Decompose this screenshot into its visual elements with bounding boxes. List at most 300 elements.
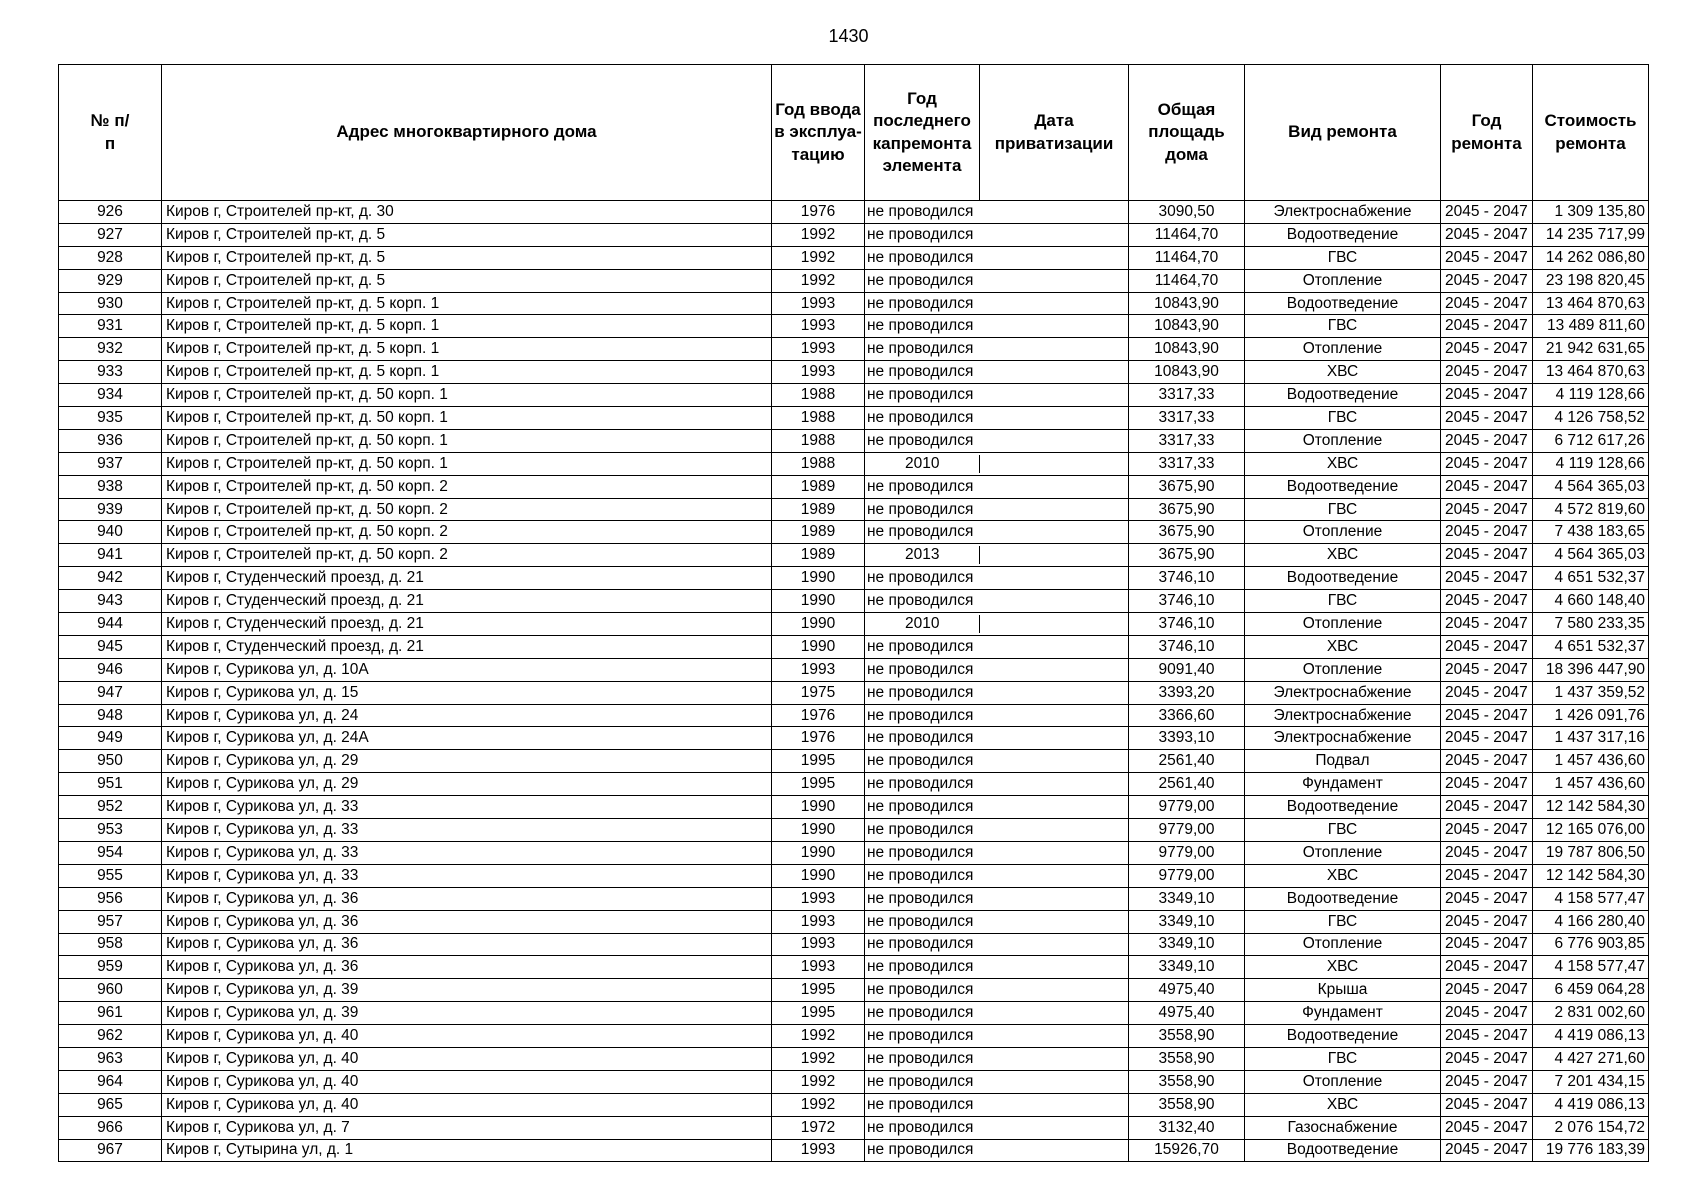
row-last-repair: не проводился — [865, 1093, 980, 1116]
row-cost: 7 201 434,15 — [1533, 1070, 1649, 1093]
row-last-repair: не проводился — [865, 681, 980, 704]
row-num: 939 — [59, 498, 162, 521]
row-area: 3558,90 — [1129, 1047, 1245, 1070]
row-last-repair: не проводился — [865, 1047, 980, 1070]
row-last-repair: не проводился — [865, 246, 980, 269]
row-year-built: 1993 — [772, 956, 865, 979]
row-year-built: 1989 — [772, 521, 865, 544]
row-address: Киров г, Сурикова ул, д. 40 — [162, 1093, 772, 1116]
row-num: 964 — [59, 1070, 162, 1093]
row-repair-type: ХВС — [1245, 361, 1441, 384]
row-privatization — [980, 613, 1129, 636]
row-cost: 13 489 811,60 — [1533, 315, 1649, 338]
row-privatization — [980, 1002, 1129, 1025]
row-cost: 12 165 076,00 — [1533, 819, 1649, 842]
table-row — [59, 246, 1649, 269]
row-address: Киров г, Сурикова ул, д. 36 — [162, 887, 772, 910]
row-privatization — [980, 681, 1129, 704]
row-num: 958 — [59, 933, 162, 956]
row-year-built: 1990 — [772, 796, 865, 819]
row-year-built: 1992 — [772, 1070, 865, 1093]
row-area: 11464,70 — [1129, 223, 1245, 246]
row-area: 3746,10 — [1129, 567, 1245, 590]
row-num: 937 — [59, 452, 162, 475]
table-row — [59, 1002, 1649, 1025]
row-year-built: 1990 — [772, 864, 865, 887]
row-last-repair: не проводился — [865, 979, 980, 1002]
row-repair-type: Отопление — [1245, 429, 1441, 452]
table-row — [59, 658, 1649, 681]
row-repair-year: 2045 - 2047 — [1441, 201, 1533, 224]
row-num: 959 — [59, 956, 162, 979]
row-repair-year: 2045 - 2047 — [1441, 338, 1533, 361]
row-privatization — [980, 590, 1129, 613]
row-num: 960 — [59, 979, 162, 1002]
table-row — [59, 475, 1649, 498]
row-repair-year: 2045 - 2047 — [1441, 475, 1533, 498]
row-address: Киров г, Сурикова ул, д. 10А — [162, 658, 772, 681]
table-row — [59, 819, 1649, 842]
table-row — [59, 361, 1649, 384]
row-repair-type: Водоотведение — [1245, 567, 1441, 590]
header-cost: Стоимость ремонта — [1533, 65, 1649, 201]
row-address: Киров г, Сурикова ул, д. 36 — [162, 910, 772, 933]
row-repair-year: 2045 - 2047 — [1441, 773, 1533, 796]
row-repair-type: ГВС — [1245, 246, 1441, 269]
row-privatization — [980, 338, 1129, 361]
table-row — [59, 1070, 1649, 1093]
row-repair-type: Отопление — [1245, 841, 1441, 864]
row-area: 3675,90 — [1129, 544, 1245, 567]
row-address: Киров г, Сурикова ул, д. 7 — [162, 1116, 772, 1139]
row-repair-type: Электроснабжение — [1245, 681, 1441, 704]
row-last-repair: не проводился — [865, 361, 980, 384]
table-row — [59, 750, 1649, 773]
row-privatization — [980, 521, 1129, 544]
row-cost: 12 142 584,30 — [1533, 796, 1649, 819]
row-num: 941 — [59, 544, 162, 567]
table-row — [59, 841, 1649, 864]
row-repair-year: 2045 - 2047 — [1441, 658, 1533, 681]
row-cost: 7 580 233,35 — [1533, 613, 1649, 636]
table-row — [59, 887, 1649, 910]
row-year-built: 1990 — [772, 567, 865, 590]
row-address: Киров г, Строителей пр-кт, д. 50 корп. 1 — [162, 452, 772, 475]
row-cost: 4 119 128,66 — [1533, 452, 1649, 475]
table-row — [59, 223, 1649, 246]
row-year-built: 1993 — [772, 933, 865, 956]
row-area: 9779,00 — [1129, 841, 1245, 864]
table-row — [59, 681, 1649, 704]
table-row — [59, 727, 1649, 750]
row-num: 932 — [59, 338, 162, 361]
row-repair-type: Отопление — [1245, 269, 1441, 292]
row-num: 935 — [59, 407, 162, 430]
row-privatization — [980, 750, 1129, 773]
row-area: 3132,40 — [1129, 1116, 1245, 1139]
row-address: Киров г, Сурикова ул, д. 33 — [162, 819, 772, 842]
row-privatization — [980, 727, 1129, 750]
row-address: Киров г, Студенческий проезд, д. 21 — [162, 635, 772, 658]
row-privatization — [980, 223, 1129, 246]
row-cost: 23 198 820,45 — [1533, 269, 1649, 292]
row-cost: 4 158 577,47 — [1533, 956, 1649, 979]
row-year-built: 1990 — [772, 590, 865, 613]
row-cost: 4 651 532,37 — [1533, 567, 1649, 590]
row-area: 3366,60 — [1129, 704, 1245, 727]
row-repair-year: 2045 - 2047 — [1441, 1025, 1533, 1048]
row-cost: 18 396 447,90 — [1533, 658, 1649, 681]
row-address: Киров г, Сурикова ул, д. 33 — [162, 796, 772, 819]
row-repair-year: 2045 - 2047 — [1441, 1093, 1533, 1116]
row-last-repair: не проводился — [865, 1002, 980, 1025]
row-address: Киров г, Сурикова ул, д. 40 — [162, 1047, 772, 1070]
row-num: 957 — [59, 910, 162, 933]
row-privatization — [980, 773, 1129, 796]
row-last-repair: не проводился — [865, 658, 980, 681]
row-privatization — [980, 201, 1129, 224]
row-year-built: 1976 — [772, 201, 865, 224]
row-cost: 1 437 317,16 — [1533, 727, 1649, 750]
row-repair-type: Отопление — [1245, 338, 1441, 361]
table-row — [59, 567, 1649, 590]
row-num: 953 — [59, 819, 162, 842]
row-repair-type: Водоотведение — [1245, 475, 1441, 498]
row-area: 9779,00 — [1129, 819, 1245, 842]
row-address: Киров г, Сурикова ул, д. 29 — [162, 750, 772, 773]
row-num: 940 — [59, 521, 162, 544]
row-repair-year: 2045 - 2047 — [1441, 1070, 1533, 1093]
row-area: 11464,70 — [1129, 269, 1245, 292]
row-repair-type: Водоотведение — [1245, 1139, 1441, 1162]
row-last-repair: не проводился — [865, 933, 980, 956]
row-area: 9779,00 — [1129, 864, 1245, 887]
row-privatization — [980, 475, 1129, 498]
row-year-built: 1993 — [772, 887, 865, 910]
row-repair-year: 2045 - 2047 — [1441, 292, 1533, 315]
row-cost: 1 426 091,76 — [1533, 704, 1649, 727]
row-address: Киров г, Строителей пр-кт, д. 5 корп. 1 — [162, 292, 772, 315]
table-row — [59, 384, 1649, 407]
row-repair-type: ХВС — [1245, 864, 1441, 887]
row-num: 943 — [59, 590, 162, 613]
row-last-repair: не проводился — [865, 590, 980, 613]
row-year-built: 1988 — [772, 384, 865, 407]
row-repair-type: ХВС — [1245, 544, 1441, 567]
row-last-repair: не проводился — [865, 887, 980, 910]
row-privatization — [980, 361, 1129, 384]
row-area: 3317,33 — [1129, 429, 1245, 452]
row-repair-year: 2045 - 2047 — [1441, 315, 1533, 338]
row-address: Киров г, Строителей пр-кт, д. 5 — [162, 246, 772, 269]
row-cost: 4 419 086,13 — [1533, 1025, 1649, 1048]
row-address: Киров г, Сурикова ул, д. 33 — [162, 864, 772, 887]
row-repair-type: ХВС — [1245, 635, 1441, 658]
table-row — [59, 1116, 1649, 1139]
row-area: 4975,40 — [1129, 1002, 1245, 1025]
row-num: 947 — [59, 681, 162, 704]
row-repair-year: 2045 - 2047 — [1441, 887, 1533, 910]
row-repair-type: Отопление — [1245, 1070, 1441, 1093]
row-num: 961 — [59, 1002, 162, 1025]
row-year-built: 1995 — [772, 1002, 865, 1025]
row-repair-type: Водоотведение — [1245, 292, 1441, 315]
row-address: Киров г, Строителей пр-кт, д. 5 — [162, 223, 772, 246]
row-last-repair: не проводился — [865, 429, 980, 452]
row-repair-type: ГВС — [1245, 1047, 1441, 1070]
row-repair-type: ГВС — [1245, 498, 1441, 521]
row-repair-type: Крыша — [1245, 979, 1441, 1002]
row-cost: 4 564 365,03 — [1533, 544, 1649, 567]
table-row — [59, 773, 1649, 796]
row-last-repair: не проводился — [865, 292, 980, 315]
row-repair-type: Электроснабжение — [1245, 727, 1441, 750]
table-row — [59, 910, 1649, 933]
row-repair-year: 2045 - 2047 — [1441, 246, 1533, 269]
row-repair-year: 2045 - 2047 — [1441, 956, 1533, 979]
row-repair-type: ГВС — [1245, 910, 1441, 933]
row-address: Киров г, Студенческий проезд, д. 21 — [162, 613, 772, 636]
row-year-built: 1988 — [772, 429, 865, 452]
table-row — [59, 407, 1649, 430]
row-privatization — [980, 910, 1129, 933]
table-row — [59, 1139, 1649, 1162]
row-cost: 12 142 584,30 — [1533, 864, 1649, 887]
row-address: Киров г, Строителей пр-кт, д. 30 — [162, 201, 772, 224]
table-row — [59, 544, 1649, 567]
row-repair-year: 2045 - 2047 — [1441, 384, 1533, 407]
row-year-built: 1990 — [772, 841, 865, 864]
row-area: 3558,90 — [1129, 1093, 1245, 1116]
row-area: 11464,70 — [1129, 246, 1245, 269]
row-area: 10843,90 — [1129, 338, 1245, 361]
table-row — [59, 1047, 1649, 1070]
row-address: Киров г, Студенческий проезд, д. 21 — [162, 567, 772, 590]
row-cost: 1 437 359,52 — [1533, 681, 1649, 704]
row-cost: 6 776 903,85 — [1533, 933, 1649, 956]
row-repair-type: Фундамент — [1245, 1002, 1441, 1025]
row-last-repair: не проводился — [865, 1116, 980, 1139]
row-cost: 4 651 532,37 — [1533, 635, 1649, 658]
row-repair-type: ГВС — [1245, 315, 1441, 338]
row-last-repair: не проводился — [865, 841, 980, 864]
row-num: 942 — [59, 567, 162, 590]
row-last-repair: не проводился — [865, 727, 980, 750]
row-year-built: 1990 — [772, 613, 865, 636]
row-last-repair: 2013 — [865, 544, 980, 567]
row-year-built: 1993 — [772, 1139, 865, 1162]
header-last-repair: Год последнего капремонта элемента — [865, 65, 980, 201]
row-repair-type: ГВС — [1245, 407, 1441, 430]
row-privatization — [980, 635, 1129, 658]
row-last-repair: 2010 — [865, 452, 980, 475]
row-address: Киров г, Строителей пр-кт, д. 5 корп. 1 — [162, 338, 772, 361]
row-cost: 19 776 183,39 — [1533, 1139, 1649, 1162]
row-repair-year: 2045 - 2047 — [1441, 796, 1533, 819]
table-row — [59, 979, 1649, 1002]
row-num: 965 — [59, 1093, 162, 1116]
row-repair-year: 2045 - 2047 — [1441, 750, 1533, 773]
row-num: 952 — [59, 796, 162, 819]
row-num: 963 — [59, 1047, 162, 1070]
row-area: 2561,40 — [1129, 750, 1245, 773]
row-repair-type: Отопление — [1245, 658, 1441, 681]
row-repair-type: Отопление — [1245, 521, 1441, 544]
table-row — [59, 613, 1649, 636]
row-last-repair: не проводился — [865, 796, 980, 819]
row-address: Киров г, Строителей пр-кт, д. 50 корп. 1 — [162, 429, 772, 452]
table-row — [59, 498, 1649, 521]
row-repair-year: 2045 - 2047 — [1441, 635, 1533, 658]
row-year-built: 1989 — [772, 498, 865, 521]
row-last-repair: не проводился — [865, 269, 980, 292]
row-privatization — [980, 498, 1129, 521]
row-address: Киров г, Сурикова ул, д. 24 — [162, 704, 772, 727]
row-address: Киров г, Строителей пр-кт, д. 50 корп. 2 — [162, 498, 772, 521]
row-privatization — [980, 1047, 1129, 1070]
row-address: Киров г, Сутырина ул, д. 1 — [162, 1139, 772, 1162]
row-repair-type: Отопление — [1245, 613, 1441, 636]
row-repair-type: ХВС — [1245, 452, 1441, 475]
row-privatization — [980, 246, 1129, 269]
row-area: 3090,50 — [1129, 201, 1245, 224]
row-year-built: 1993 — [772, 910, 865, 933]
row-privatization — [980, 841, 1129, 864]
row-repair-type: ХВС — [1245, 956, 1441, 979]
header-num: № п/п — [59, 65, 162, 201]
row-cost: 13 464 870,63 — [1533, 361, 1649, 384]
row-num: 934 — [59, 384, 162, 407]
row-last-repair: не проводился — [865, 704, 980, 727]
row-num: 945 — [59, 635, 162, 658]
row-cost: 21 942 631,65 — [1533, 338, 1649, 361]
row-privatization — [980, 704, 1129, 727]
row-last-repair: не проводился — [865, 521, 980, 544]
row-last-repair: не проводился — [865, 315, 980, 338]
row-repair-type: Водоотведение — [1245, 796, 1441, 819]
row-cost: 4 166 280,40 — [1533, 910, 1649, 933]
row-repair-type: Газоснабжение — [1245, 1116, 1441, 1139]
row-address: Киров г, Строителей пр-кт, д. 50 корп. 2 — [162, 521, 772, 544]
row-privatization — [980, 819, 1129, 842]
row-year-built: 1989 — [772, 475, 865, 498]
row-area: 3675,90 — [1129, 521, 1245, 544]
table-body — [59, 201, 1649, 1162]
row-area: 9091,40 — [1129, 658, 1245, 681]
row-address: Киров г, Строителей пр-кт, д. 5 корп. 1 — [162, 315, 772, 338]
row-area: 3393,10 — [1129, 727, 1245, 750]
row-last-repair: не проводился — [865, 1025, 980, 1048]
table-row — [59, 956, 1649, 979]
row-privatization — [980, 452, 1129, 475]
row-area: 10843,90 — [1129, 361, 1245, 384]
table-row — [59, 933, 1649, 956]
row-repair-year: 2045 - 2047 — [1441, 429, 1533, 452]
row-cost: 4 564 365,03 — [1533, 475, 1649, 498]
row-repair-type: Водоотведение — [1245, 384, 1441, 407]
row-repair-year: 2045 - 2047 — [1441, 864, 1533, 887]
row-num: 966 — [59, 1116, 162, 1139]
row-repair-type: ГВС — [1245, 590, 1441, 613]
row-repair-year: 2045 - 2047 — [1441, 452, 1533, 475]
row-area: 3746,10 — [1129, 635, 1245, 658]
row-privatization — [980, 1116, 1129, 1139]
row-last-repair: не проводился — [865, 1070, 980, 1093]
row-last-repair: 2010 — [865, 613, 980, 636]
row-last-repair: не проводился — [865, 864, 980, 887]
row-num: 955 — [59, 864, 162, 887]
row-privatization — [980, 933, 1129, 956]
row-repair-type: Электроснабжение — [1245, 704, 1441, 727]
row-address: Киров г, Строителей пр-кт, д. 50 корп. 2 — [162, 475, 772, 498]
table-header — [59, 65, 1649, 201]
table-row — [59, 338, 1649, 361]
row-cost: 4 660 148,40 — [1533, 590, 1649, 613]
row-year-built: 1976 — [772, 704, 865, 727]
row-cost: 4 126 758,52 — [1533, 407, 1649, 430]
row-year-built: 1990 — [772, 819, 865, 842]
row-address: Киров г, Строителей пр-кт, д. 5 корп. 1 — [162, 361, 772, 384]
row-area: 3349,10 — [1129, 933, 1245, 956]
row-last-repair: не проводился — [865, 1139, 980, 1162]
row-num: 936 — [59, 429, 162, 452]
table-row — [59, 635, 1649, 658]
row-area: 10843,90 — [1129, 292, 1245, 315]
row-address: Киров г, Строителей пр-кт, д. 5 — [162, 269, 772, 292]
row-year-built: 1990 — [772, 635, 865, 658]
row-repair-type: Отопление — [1245, 933, 1441, 956]
row-repair-year: 2045 - 2047 — [1441, 933, 1533, 956]
row-area: 3746,10 — [1129, 613, 1245, 636]
row-num: 951 — [59, 773, 162, 796]
header-privatization: Дата приватизации — [980, 65, 1129, 201]
row-year-built: 1995 — [772, 750, 865, 773]
row-repair-year: 2045 - 2047 — [1441, 819, 1533, 842]
row-repair-type: Водоотведение — [1245, 1025, 1441, 1048]
row-privatization — [980, 567, 1129, 590]
row-cost: 1 457 436,60 — [1533, 773, 1649, 796]
row-address: Киров г, Студенческий проезд, д. 21 — [162, 590, 772, 613]
row-year-built: 1988 — [772, 452, 865, 475]
row-num: 929 — [59, 269, 162, 292]
row-repair-year: 2045 - 2047 — [1441, 544, 1533, 567]
row-area: 3349,10 — [1129, 910, 1245, 933]
row-repair-type: Фундамент — [1245, 773, 1441, 796]
row-address: Киров г, Строителей пр-кт, д. 50 корп. 2 — [162, 544, 772, 567]
row-repair-type: Электроснабжение — [1245, 201, 1441, 224]
row-address: Киров г, Сурикова ул, д. 39 — [162, 979, 772, 1002]
row-repair-year: 2045 - 2047 — [1441, 567, 1533, 590]
row-privatization — [980, 544, 1129, 567]
row-year-built: 1975 — [772, 681, 865, 704]
row-repair-year: 2045 - 2047 — [1441, 590, 1533, 613]
row-year-built: 1993 — [772, 292, 865, 315]
row-num: 938 — [59, 475, 162, 498]
row-last-repair: не проводился — [865, 384, 980, 407]
row-repair-year: 2045 - 2047 — [1441, 1002, 1533, 1025]
row-privatization — [980, 956, 1129, 979]
row-address: Киров г, Сурикова ул, д. 24А — [162, 727, 772, 750]
header-year-built: Год ввода в эксплуа-тацию — [772, 65, 865, 201]
row-area: 10843,90 — [1129, 315, 1245, 338]
row-year-built: 1993 — [772, 338, 865, 361]
table-row — [59, 1093, 1649, 1116]
row-privatization — [980, 269, 1129, 292]
row-repair-year: 2045 - 2047 — [1441, 727, 1533, 750]
row-year-built: 1992 — [772, 246, 865, 269]
header-repair-type: Вид ремонта — [1245, 65, 1441, 201]
row-privatization — [980, 292, 1129, 315]
